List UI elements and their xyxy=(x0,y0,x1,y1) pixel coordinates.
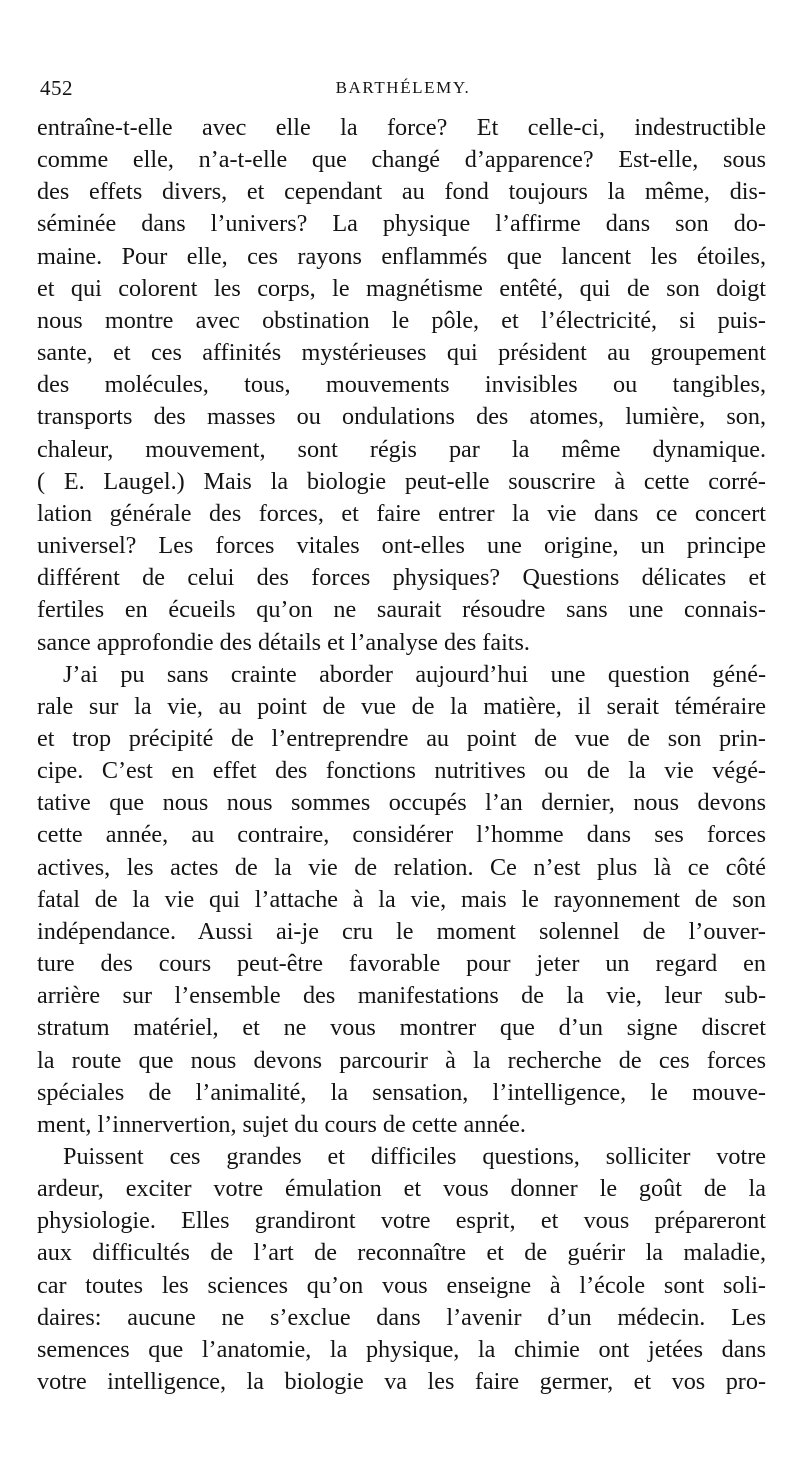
running-head: BARTHÉLEMY. xyxy=(335,78,471,97)
text-line: arrière sur l’ensemble des manifestations de la vie, leur sub- xyxy=(37,982,766,1010)
text-line: et qui colorent les corps, le magnétisme entêté, qui de son doigt xyxy=(37,274,766,302)
text-line: ardeur, exciter votre émulation et vous donner le goût de la xyxy=(37,1175,766,1203)
text-line: fertiles en écueils qu’on ne saurait résoudre sans une connais- xyxy=(37,596,766,624)
paragraph xyxy=(37,1141,766,1398)
text-line: ture des cours peut-être favorable pour jeter un regard en xyxy=(37,950,766,978)
text-line: comme elle, n’a-t-elle que changé d’apparence? Est-elle, sous xyxy=(37,146,766,174)
text-line: des effets divers, et cependant au fond toujours la même, dis- xyxy=(37,178,766,206)
text-line: actives, les actes de la vie de relation. Ce n’est plus là ce côté xyxy=(37,853,766,881)
text-line: fatal de la vie qui l’attache à la vie, mais le rayonnement de son xyxy=(37,885,766,913)
text-line: universel? Les forces vitales ont-elles une origine, un principe xyxy=(37,532,766,560)
text-line: ment, l’innervertion, sujet du cours de cette année. xyxy=(37,1110,526,1138)
text-line: entraîne-t-elle avec elle la force? Et celle-ci, indestructible xyxy=(37,114,766,141)
text-line: maine. Pour elle, ces rayons enflammés que lancent les étoiles, xyxy=(37,242,766,270)
text-line: séminée dans l’univers? La physique l’affirme dans son do- xyxy=(37,210,766,238)
text-line: des molécules, tous, mouvements invisibles ou tangibles, xyxy=(37,371,766,399)
text-line: et trop précipité de l’entreprendre au point de vue de son prin- xyxy=(37,724,766,752)
text-line: ( E. Laugel.) Mais la biologie peut-elle souscrire à cette corré- xyxy=(37,467,766,495)
text-line: différent de celui des forces physiques? Questions délicates et xyxy=(37,564,766,592)
text-line: cette année, au contraire, considérer l’homme dans ses forces xyxy=(37,821,766,849)
text-line: rale sur la vie, au point de vue de la matière, il serait téméraire xyxy=(37,692,766,720)
text-line: chaleur, mouvement, sont régis par la même dynamique. xyxy=(37,435,766,463)
text-line: nous montre avec obstination le pôle, et l’électricité, si puis- xyxy=(37,306,766,334)
text-line: cipe. C’est en effet des fonctions nutritives ou de la vie végé- xyxy=(37,757,766,785)
text-line: Puissent ces grandes et difficiles questions, solliciter votre xyxy=(63,1143,766,1170)
text-line: daires: aucune ne s’exclue dans l’avenir d’un médecin. Les xyxy=(37,1303,766,1331)
text-line: semences que l’anatomie, la physique, la chimie ont jetées dans xyxy=(37,1335,766,1363)
text-line: car toutes les sciences qu’on vous enseigne à l’école sont soli- xyxy=(37,1271,766,1299)
text-line: spéciales de l’animalité, la sensation, l’intelligence, le mouve- xyxy=(37,1078,766,1106)
page-header xyxy=(40,76,766,102)
text-line: J’ai pu sans crainte aborder aujourd’hui une question géné- xyxy=(63,660,766,688)
text-line: tative que nous nous sommes occupés l’an dernier, nous devons xyxy=(37,789,766,817)
text-line: sance approfondie des détails et l’analyse des faits. xyxy=(37,628,530,656)
page-number: 452 xyxy=(40,76,73,100)
paragraph xyxy=(37,659,766,1141)
text-line: physiologie. Elles grandiront votre esprit, et vous prépareront xyxy=(37,1207,766,1235)
text-line: aux difficultés de l’art de reconnaître et de guérir la maladie, xyxy=(37,1239,766,1267)
paragraph xyxy=(37,112,766,659)
text-line: la route que nous devons parcourir à la recherche de ces forces xyxy=(37,1046,766,1074)
body-text xyxy=(37,112,766,1398)
text-line: votre intelligence, la biologie va les faire germer, et vos pro- xyxy=(37,1368,766,1396)
text-line: sante, et ces affinités mystérieuses qui président au groupement xyxy=(37,339,766,367)
text-line: transports des masses ou ondulations des atomes, lumière, son, xyxy=(37,403,766,431)
text-line: indépendance. Aussi ai-je cru le moment solennel de l’ouver- xyxy=(37,917,766,945)
text-line: stratum matériel, et ne vous montrer que d’un signe discret xyxy=(37,1014,766,1042)
text-line: lation générale des forces, et faire entrer la vie dans ce concert xyxy=(37,499,766,527)
